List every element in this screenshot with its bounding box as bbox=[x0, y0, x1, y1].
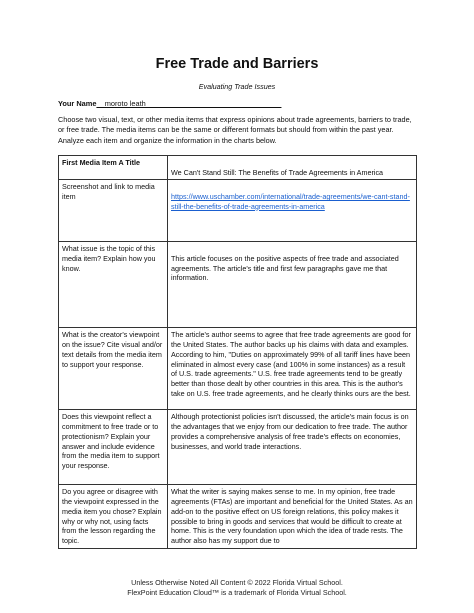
row-question: Screenshot and link to media item bbox=[59, 180, 168, 242]
row-question: What issue is the topic of this media item? Explain how you know. bbox=[59, 242, 168, 328]
name-line bbox=[58, 99, 281, 108]
table-row bbox=[59, 242, 417, 328]
row-answer[interactable]: Although protectionist policies isn't discussed, the article's main focus is on the advantages that we enjoy from our dedication to free trade. The author provides a comprehensive analysis of free trade's effects on economies, businesses, and world trade interactions. bbox=[168, 410, 417, 485]
row-answer[interactable] bbox=[168, 180, 417, 242]
row-question: Does this viewpoint reflect a commitment to free trade or to protectionism? Explain your answer and include evidence from the media item to support your response. bbox=[59, 410, 168, 485]
name-value[interactable]: __moroto leath_________________________________ bbox=[96, 99, 282, 108]
page-footer bbox=[0, 578, 474, 597]
table-row bbox=[59, 328, 417, 410]
table-header-row bbox=[59, 156, 417, 180]
table-row bbox=[59, 180, 417, 242]
row-question: What is the creator's viewpoint on the issue? Cite visual and/or text details from the media item to support your response. bbox=[59, 328, 168, 410]
intro-paragraph: Choose two visual, text, or other media items that express opinions about trade agreements, barriers to trade, or free trade. The media items can be the same or different formats but should from within the past year. Analyze each item and organize the information in the charts below. bbox=[58, 115, 412, 145]
table-header-left: First Media Item A Title bbox=[59, 156, 168, 180]
media-item-link[interactable]: https://www.uschamber.com/international/trade-agreements/we-cant-stand-still-the-benefits-of-trade-agreements-in-america bbox=[171, 192, 410, 211]
media-item-table bbox=[58, 155, 417, 549]
row-answer[interactable]: What the writer is saying makes sense to me. In my opinion, free trade agreements (FTAs) are important and beneficial for the United States. As an add-on to the positive effect on US foreign relations, this policy makes it possible to bring in goods and services that would be difficult to create at home. This is the very foundation upon which the idea of trade rests. The author also has my support due to bbox=[168, 485, 417, 548]
footer-copyright: Unless Otherwise Noted All Content © 2022 Florida Virtual School. bbox=[131, 578, 343, 587]
footer-trademark: FlexPoint Education Cloud™ is a trademark of Florida Virtual School. bbox=[127, 587, 347, 597]
name-label: Your Name bbox=[58, 99, 97, 108]
row-question: Do you agree or disagree with the viewpoint expressed in the media item you chose? Explain why or why not, using facts from the lesson regarding the topic. bbox=[59, 485, 168, 548]
media-title-answer[interactable]: We Can't Stand Still: The Benefits of Trade Agreements in America bbox=[171, 167, 384, 177]
page-title: Free Trade and Barriers bbox=[155, 56, 319, 72]
table-row bbox=[59, 485, 417, 548]
table-row bbox=[59, 410, 417, 485]
row-answer-text[interactable]: This article focuses on the positive aspects of free trade and associated agreements. The article's title and first few paragraphs gave me that information. bbox=[171, 254, 399, 283]
row-answer[interactable] bbox=[168, 242, 417, 328]
page-subtitle: Evaluating Trade Issues bbox=[198, 82, 276, 91]
table-header-right[interactable] bbox=[168, 156, 417, 180]
row-answer[interactable]: The article's author seems to agree that free trade agreements are good for the United States. The author backs up his claims with data and examples. According to him, "Duties on approximately 99% of all tariff lines have been eliminated in almost every case (and 100% in some instances) as a result of U.S. trade agreements." U.S. free trade agreements tend to be greatly better than those dealt by other countries in this area. This is the author's take on U.S. free trade agreements, and he clearly thinks ours are the best. bbox=[168, 328, 417, 410]
